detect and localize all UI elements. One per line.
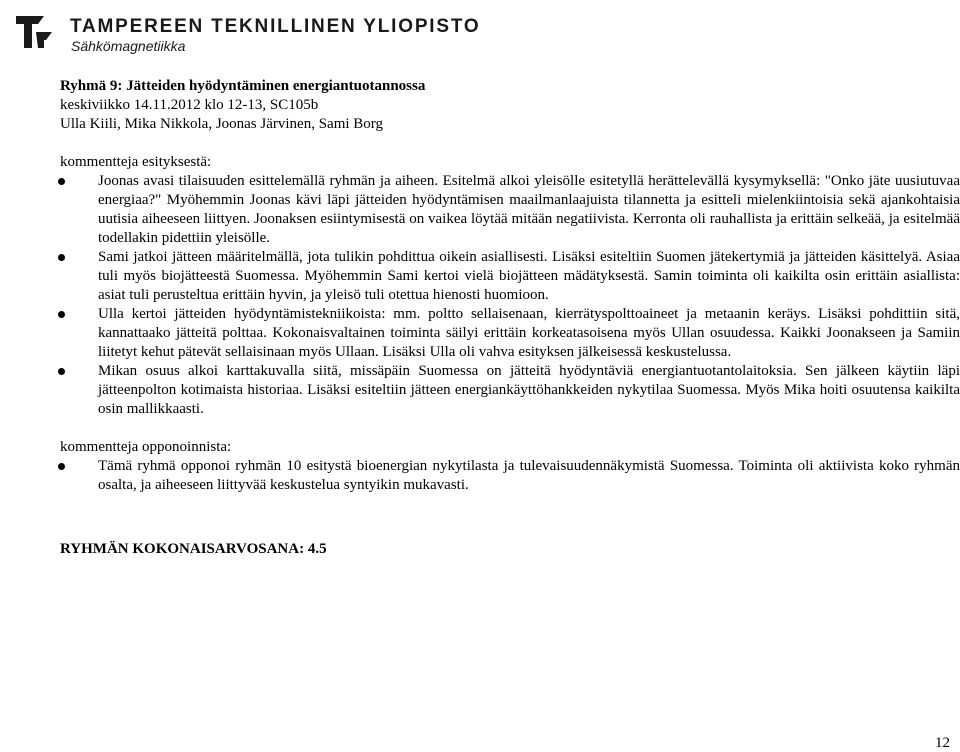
list-item-text: Joonas avasi tilaisuuden esittelemällä ryhmän ja aiheen. Esitelmä alkoi yleisölle esitetyllä herättelevällä kysymyksellä: "Onko jäte uusiutuvaa energiaa?" Myöhemmin Joonas kävi läpi jätteiden hyödyntämisen maailmanlaajuista tilannetta ja esitteli mielenkiintoisia sekä ajankohtaisia uutisia aiheeseen liittyen. Joonaksen esiintymisestä on vaikea löytää mitään negatiivista. Kerronta oli rauhallista ja erittäin selkeää, ja esitelmää todellakin pidettiin yleisölle.	[98, 173, 960, 246]
page-number: 12	[935, 735, 950, 751]
presentation-comments-label: kommentteja esityksestä:	[60, 154, 212, 170]
bullet-icon	[58, 463, 65, 470]
opponent-comments-list	[60, 457, 960, 495]
document-title: Ryhmä 9: Jätteiden hyödyntäminen energiantuotannossa	[60, 78, 426, 94]
university-name: TAMPEREEN TEKNILLINEN YLIOPISTO	[70, 16, 481, 37]
department-name: Sähkömagnetiikka	[71, 38, 186, 54]
list-item-text: Tämä ryhmä opponoi ryhmän 10 esitystä bioenergian nykytilasta ja tulevaisuudennäkymistä Suomessa. Toiminta oli aktiivista koko ryhmän osalta, ja aiheeseen liittyvää keskustelua syntyikin mukavasti.	[98, 458, 960, 493]
list-item	[60, 362, 960, 419]
overall-grade: RYHMÄN KOKONAISARVOSANA: 4.5	[60, 541, 327, 557]
list-item-text: Ulla kertoi jätteiden hyödyntämistekniikoista: mm. poltto sellaisenaan, kierrätyspolttoaineet ja metaanin keräys. Lisäksi pohdittiin sitä, kannattaako jätteitä polttaa. Kokonaisvaltainen toiminta säilyi erittäin korkeatasoisena myös Ullan osuudessa. Kaikki Joonakseen ja Samiin liitetyt kehut pätevät sellaisinaan myös Ullaan. Lisäksi Ulla oli vahva esityksen jälkeisessä keskustelussa.	[98, 306, 960, 360]
opponent-comments-label: kommentteja opponoinnista:	[60, 439, 232, 455]
list-item-text: Mikan osuus alkoi karttakuvalla siitä, missäpäin Suomessa on jätteitä hyödyntäviä energiantuotantolaitoksia. Sen jälkeen käytiin läpi jätteenpolton kotimaista historiaa. Lisäksi esiteltiin jätteen energiankäyttöhankkeiden nykytilaa Suomessa. Myös Mika hoiti osuutensa kaikilta osin mallikkaasti.	[98, 363, 960, 417]
document-body	[60, 77, 960, 574]
document-header	[60, 77, 960, 134]
bullet-icon	[58, 254, 65, 261]
bullet-icon	[58, 178, 65, 185]
list-item	[60, 172, 960, 248]
tut-logo-icon	[14, 12, 54, 50]
presentation-comments-list	[60, 172, 960, 419]
date-line: keskiviikko 14.11.2012 klo 12-13, SC105b	[60, 97, 319, 113]
authors-line: Ulla Kiili, Mika Nikkola, Joonas Järvinen, Sami Borg	[60, 116, 384, 132]
bullet-icon	[58, 311, 65, 318]
list-item-text: Sami jatkoi jätteen määritelmällä, jota tulikin pohdittua oikein asiallisesti. Lisäksi esiteltiin Suomen jätekertymiä ja jätteiden käsittelyä. Asiaa tuli myös biojätteestä Suomessa. Myöhemmin Sami kertoi vielä biojätteen mädätyksestä. Samin toiminta oli kaikilta osin erittäin asiallista: asiat tuli perusteltua erittäin hyvin, ja yleisö tuli otettua hienosti huomioon.	[98, 249, 960, 303]
list-item	[60, 305, 960, 362]
bullet-icon	[58, 368, 65, 375]
list-item	[60, 248, 960, 305]
list-item	[60, 457, 960, 495]
